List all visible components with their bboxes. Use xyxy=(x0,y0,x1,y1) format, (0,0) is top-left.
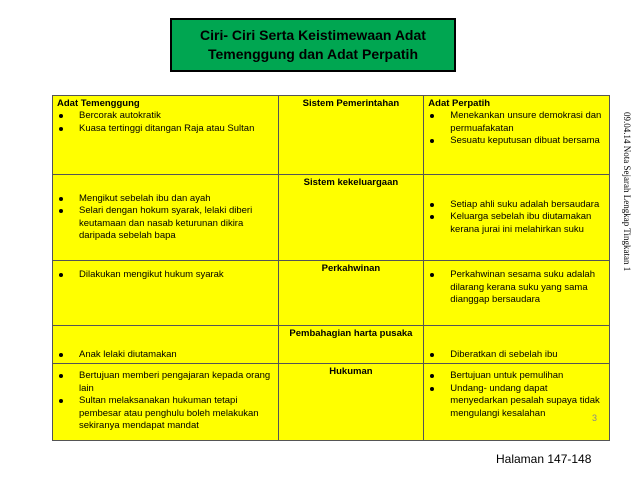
list-item: Perkahwinan sesama suku adalah dilarang kerana suku yang sama dianggap bersaudara xyxy=(428,269,605,307)
right-cell xyxy=(424,364,610,441)
list-item: Undang- undang dapat menyedarkan pesalah supaya tidak mengulangi kesalahan xyxy=(428,383,605,421)
list-item: Menekankan unsure demokrasi dan permuafakatan xyxy=(428,110,605,135)
list-item: Selari dengan hokum syarak, lelaki diberi keutamaan dan nasab keturunan dikira daripada sebelah bapa xyxy=(57,205,274,243)
category-cell: Hukuman xyxy=(278,364,424,441)
list-item: Mengikut sebelah ibu dan ayah xyxy=(57,193,274,206)
category-cell: Sistem Pemerintahan xyxy=(278,96,424,175)
list-item: Bertujuan memberi pengajaran kepada orang lain xyxy=(57,370,274,395)
table-row xyxy=(53,96,610,175)
category-cell: Pembahagian harta pusaka xyxy=(278,326,424,364)
table-row xyxy=(53,261,610,326)
left-cell xyxy=(53,175,279,261)
left-cell xyxy=(53,364,279,441)
slide-title xyxy=(170,18,456,72)
left-cell xyxy=(53,96,279,175)
table-row xyxy=(53,326,610,364)
left-cell xyxy=(53,261,279,326)
category-cell: Sistem kekeluargaan xyxy=(278,175,424,261)
right-cell xyxy=(424,261,610,326)
right-cell xyxy=(424,175,610,261)
side-note: 09.04.14 Nota Sejarah Lengkap Tingkatan 1 xyxy=(622,112,632,272)
left-cell xyxy=(53,326,279,364)
list-item: Bercorak autokratik xyxy=(57,110,274,123)
table-row xyxy=(53,364,610,441)
list-item: Anak lelaki diutamakan xyxy=(57,349,274,362)
title-line-2: Temenggung dan Adat Perpatih xyxy=(207,46,418,62)
list-item: Kuasa tertinggi ditangan Raja atau Sultan xyxy=(57,123,274,136)
list-item: Dilakukan mengikut hukum syarak xyxy=(57,269,274,282)
page-reference: Halaman 147-148 xyxy=(496,452,592,466)
category-cell: Perkahwinan xyxy=(278,261,424,326)
right-cell xyxy=(424,96,610,175)
table-row xyxy=(53,175,610,261)
title-line-1: Ciri- Ciri Serta Keistimewaan Adat xyxy=(200,27,426,43)
right-header: Adat Perpatih xyxy=(428,98,491,109)
left-header: Adat Temenggung xyxy=(57,98,140,109)
list-item: Sultan melaksanakan hukuman tetapi pembesar atau penghulu boleh melakukan sekiranya mendapat mandat xyxy=(57,395,274,433)
comparison-table xyxy=(52,95,610,441)
list-item: Sesuatu keputusan dibuat bersama xyxy=(428,135,605,148)
page-number: 3 xyxy=(592,413,598,423)
list-item: Keluarga sebelah ibu diutamakan kerana jurai ini melahirkan suku xyxy=(428,211,605,236)
list-item: Bertujuan untuk pemulihan xyxy=(428,370,605,383)
list-item: Setiap ahli suku adalah bersaudara xyxy=(428,199,605,212)
list-item: Diberatkan di sebelah ibu xyxy=(428,349,605,362)
right-cell xyxy=(424,326,610,364)
